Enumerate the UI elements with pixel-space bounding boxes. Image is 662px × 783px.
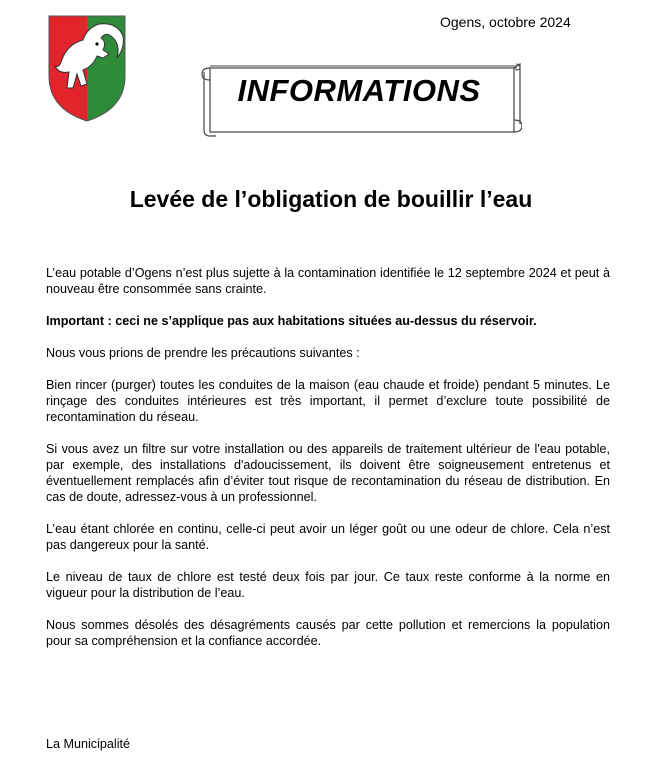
paragraph: Si vous avez un filtre sur votre installation ou des appareils de traitement ultérieur de l'eau potable, par exemple, des installations d'adoucissement, ils doivent être soigneusement entretenus et éventuellement remplacés afin d’éviter tout risque de recontamination du réseau de distribution. En cas de doute, adressez-vous à un professionnel. bbox=[46, 442, 610, 504]
coat-of-arms-icon bbox=[47, 14, 127, 123]
important-note: Important : ceci ne s’applique pas aux habitations situées au-dessus du réservoir. bbox=[46, 314, 537, 328]
informations-banner: INFORMATIONS bbox=[237, 73, 481, 108]
paragraph: Nous sommes désolés des désagréments causés par cette pollution et remercions la population pour sa compréhension et la confiance accordée. bbox=[46, 618, 610, 648]
page-title: Levée de l’obligation de bouillir l’eau bbox=[129, 186, 533, 212]
signature: La Municipalité bbox=[46, 737, 131, 751]
place-date: Ogens, octobre 2024 bbox=[440, 14, 571, 30]
notice-body bbox=[46, 265, 610, 665]
paragraph: L’eau potable d’Ogens n’est plus sujette à la contamination identifiée le 12 septembre 2024 et peut à nouveau être consommée sans crainte. bbox=[46, 266, 610, 296]
paragraph: Bien rincer (purger) toutes les conduites de la maison (eau chaude et froide) pendant 5 minutes. Le rinçage des conduites intérieures est très important, il permet d’exclure toute possibilité de recontamination du réseau. bbox=[46, 378, 610, 424]
paragraph: Nous vous prions de prendre les précautions suivantes : bbox=[46, 346, 360, 360]
paragraph: L’eau étant chlorée en continu, celle-ci peut avoir un léger goût ou une odeur de chlore. Cela n’est pas dangereux pour la santé. bbox=[46, 522, 610, 552]
paragraph: Le niveau de taux de chlore est testé deux fois par jour. Ce taux reste conforme à la norme en vigueur pour la distribution de l’eau. bbox=[46, 570, 610, 600]
